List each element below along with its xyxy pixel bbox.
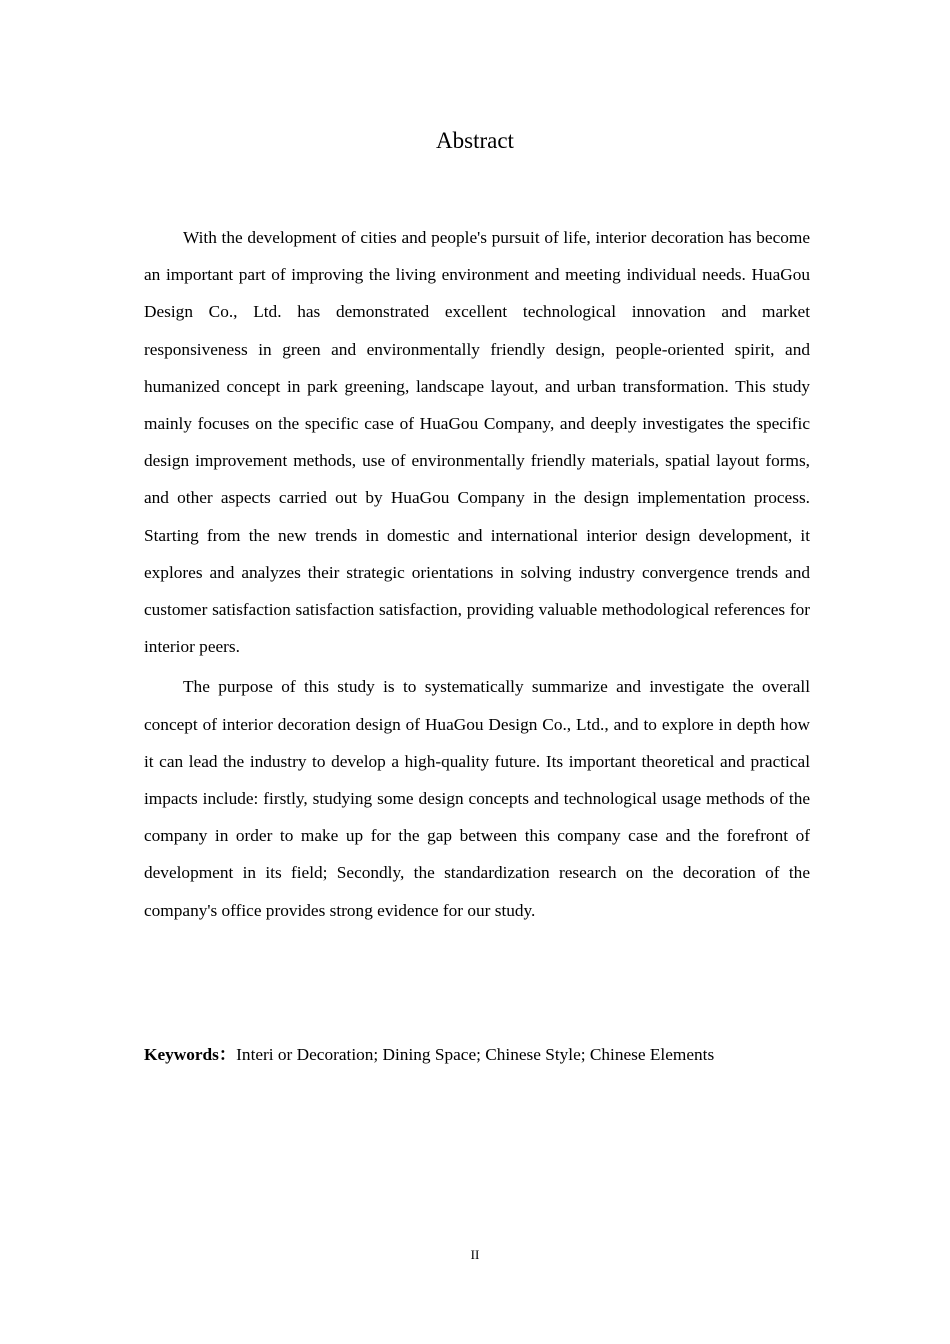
- page-number: II: [470, 1247, 480, 1262]
- keywords-label: Keywords：: [144, 1045, 237, 1064]
- abstract-paragraph-2: The purpose of this study is to systematically summarize and investigate the overall concept of interior decoration design of HuaGou Design Co., Ltd., and to explore in depth how it can lead the industry to develop a high-quality future. Its important theoretical and practical impacts include: firstly, studying some design concepts and technological usage methods of the company in order to make up for the gap between this company case and the forefront of development in its field; Secondly, the standardization research on the decoration of the company's office provides strong evidence for our study.: [144, 677, 810, 920]
- abstract-paragraph-1: With the development of cities and people's pursuit of life, interior decoration has become an important part of improving the living environment and meeting individual needs. HuaGou Design Co., Ltd. has demonstrated excellent technological innovation and market responsiveness in green and environmentally friendly design, people-oriented spirit, and humanized concept in park greening, landscape layout, and urban transformation. This study mainly focuses on the specific case of HuaGou Company, and deeply investigates the specific design improvement methods, use of environmentally friendly materials, spatial layout forms, and other aspects carried out by HuaGou Company in the design implementation process. Starting from the new trends in domestic and international interior design development, it explores and analyzes their strategic orientations in solving industry convergence trends and customer satisfaction satisfaction satisfaction, providing valuable methodological references for interior peers.: [144, 228, 810, 657]
- keywords-text: Interi or Decoration; Dining Space; Chinese Style; Chinese Elements: [236, 1045, 715, 1064]
- abstract-body: [144, 219, 810, 932]
- keywords-line: [144, 1040, 844, 1070]
- page-title: Abstract: [436, 128, 514, 153]
